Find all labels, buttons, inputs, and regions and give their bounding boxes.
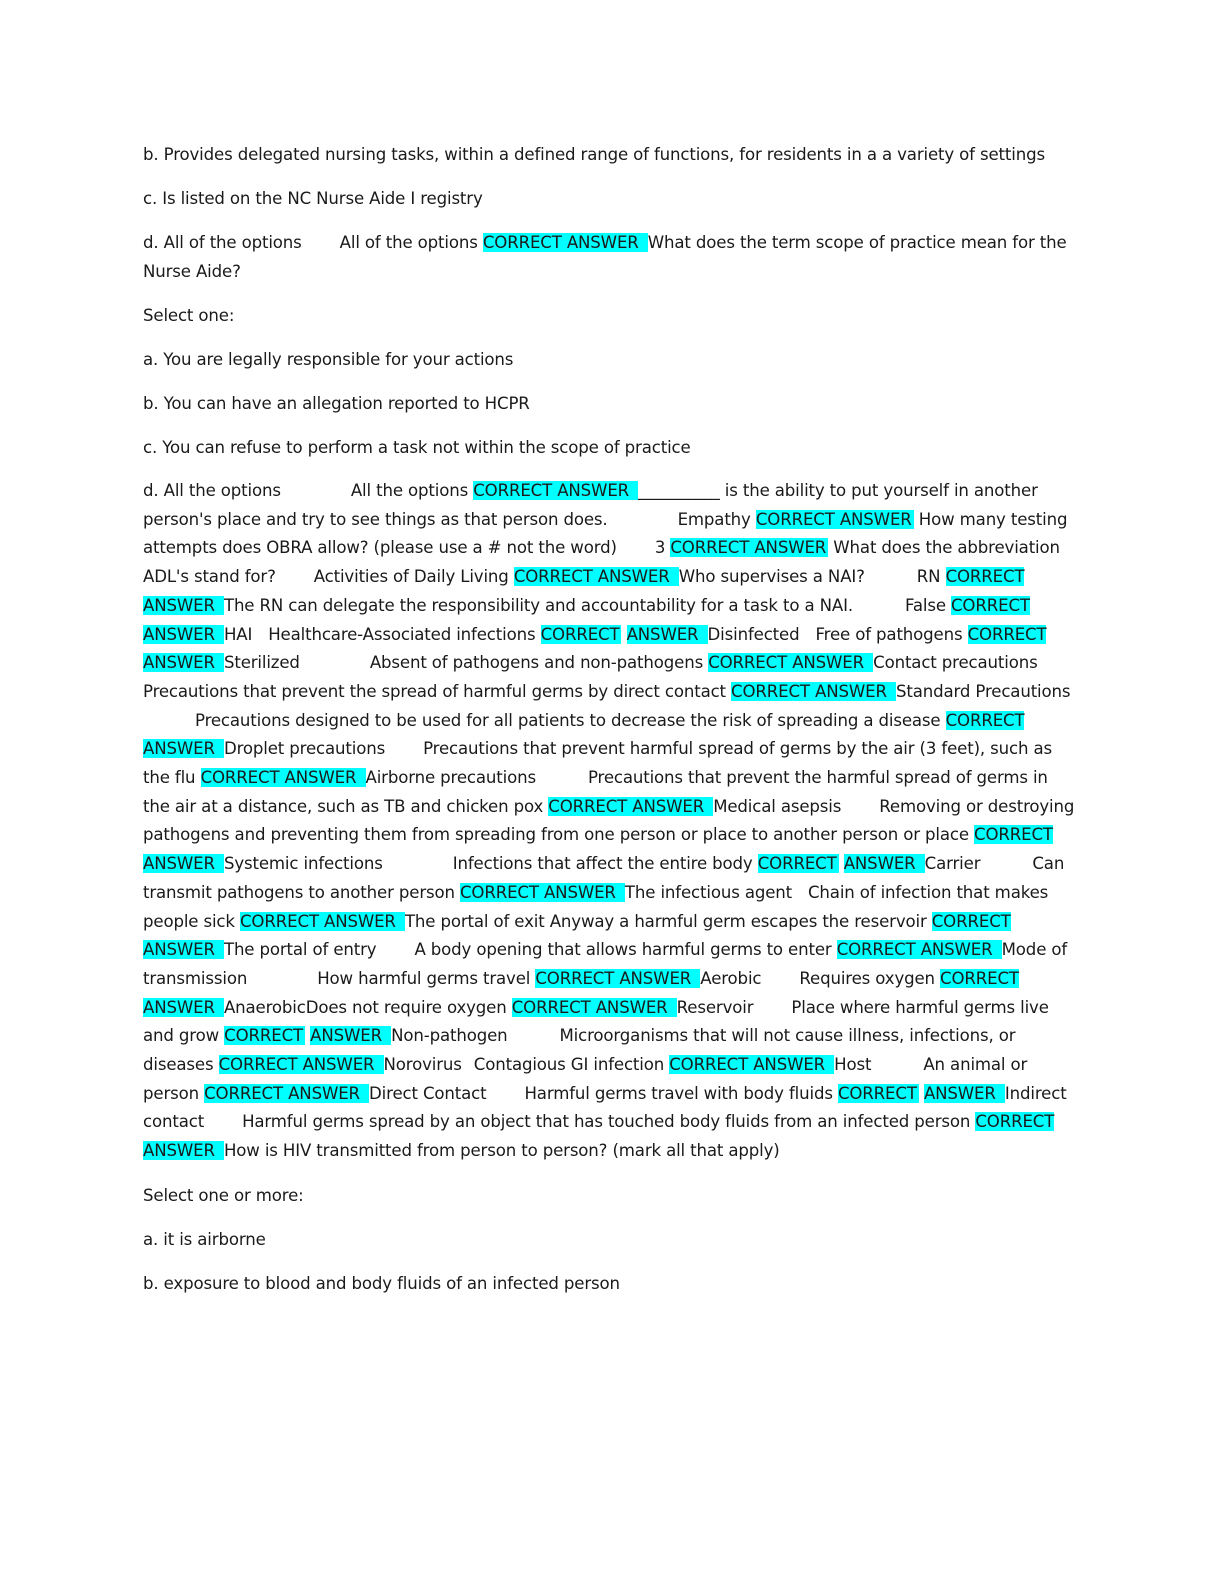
text-span: All of the options: [339, 233, 478, 252]
text-span: The portal of exit: [404, 911, 545, 931]
correct-answer-marker: CORRECT ANSWER: [240, 911, 396, 931]
correct-answer-marker: CORRECT ANSWER: [535, 968, 692, 988]
correct-answer-marker: CORRECT ANSWER: [143, 710, 1025, 759]
highlight-padding: [889, 682, 896, 701]
text-span: Healthcare-Associated infections: [268, 624, 536, 644]
correct-answer-marker: CORRECT ANSWER: [708, 653, 865, 673]
correct-answer-marker: CORRECT ANSWER: [143, 911, 1011, 960]
correct-answer-marker: ANSWER: [923, 1083, 996, 1103]
text-span: Carrier: [924, 854, 981, 874]
text-span: An animal or person: [143, 1055, 1028, 1103]
option-b-exposure: b. exposure to blood and body fluids of an infected person: [143, 1273, 620, 1293]
text-span: How harmful germs travel: [317, 968, 531, 988]
highlight-padding: [998, 1084, 1005, 1103]
text-span: is the ability to put yourself in another person's place and try to see things as that person does.: [143, 481, 1038, 529]
highlight-padding: [672, 567, 679, 586]
option-a-legally: a. You are legally responsible for your actions: [143, 350, 514, 369]
text-span: Microorganisms that will not cause illness, infections, or diseases: [143, 1026, 1016, 1075]
highlight-padding: [670, 998, 677, 1017]
text-span: How many testing attempts does OBRA allow? (please use a # not the word): [143, 509, 1068, 558]
correct-answer-marker: CORRECT ANSWER: [511, 997, 668, 1017]
highlight-padding: [217, 739, 224, 758]
correct-answer-marker: CORRECT ANSWER: [143, 1112, 1055, 1161]
text-span: RN: [916, 567, 941, 587]
text-span: Disinfected: [707, 624, 800, 644]
text-span: d. All the options: [143, 481, 281, 500]
correct-answer-marker: ANSWER: [843, 854, 916, 874]
correct-answer-marker: CORRECT ANSWER: [670, 538, 827, 558]
correct-answer-marker: CORRECT ANSWER: [482, 233, 639, 252]
correct-answer-marker: CORRECT ANSWER: [669, 1055, 826, 1075]
text-span: Anyway a harmful germ escapes the reservoir: [549, 911, 927, 931]
correct-answer-marker: CORRECT: [837, 1083, 917, 1103]
highlight-padding: [376, 1055, 383, 1074]
correct-answer-marker: CORRECT ANSWER: [755, 509, 912, 529]
select-one-label: Select one:: [143, 306, 235, 325]
text-span: Can transmit pathogens to another person: [143, 854, 1065, 902]
text-span: The RN can delegate the responsibility and accountability for a task to a NAI.: [223, 595, 853, 615]
highlight-padding: [358, 768, 365, 787]
text-span: Chain of infection that makes people sick: [143, 882, 1049, 931]
correct-answer-marker: CORRECT: [224, 1026, 304, 1046]
text-span: Who supervises a NAI?: [678, 567, 865, 587]
text-span: Precautions designed to be used for all patients to decrease the risk of spreading a disease: [195, 710, 941, 730]
highlight-padding: [641, 233, 648, 252]
correct-answer-marker: CORRECT ANSWER: [218, 1055, 375, 1075]
text-span: d. All of the options: [143, 233, 302, 252]
text-span: Norovirus: [383, 1055, 462, 1075]
text-span: The portal of entry: [223, 940, 377, 960]
highlight-padding: [217, 854, 224, 873]
text-span: All the options: [350, 481, 469, 500]
text-span: Free of pathogens: [815, 624, 963, 644]
text-span: Aerobic: [700, 968, 762, 988]
correct-answer-marker: CORRECT ANSWER: [548, 796, 705, 816]
text-span: Sterilized: [223, 653, 300, 673]
option-c-registry: c. Is listed on the NC Nurse Aide I registry: [143, 189, 483, 208]
text-span: 3: [654, 538, 666, 558]
highlight-padding: [362, 1084, 369, 1103]
text-span: A body opening that allows harmful germs to enter: [414, 940, 832, 960]
option-a-airborne: a. it is airborne: [143, 1229, 266, 1249]
correct-answer-marker: CORRECT ANSWER: [513, 567, 670, 587]
correct-answer-marker: CORRECT ANSWER: [473, 481, 630, 500]
correct-answer-marker: CORRECT ANSWER: [143, 968, 1019, 1017]
correct-answer-marker: CORRECT ANSWER: [143, 624, 1047, 673]
correct-answer-marker: CORRECT ANSWER: [143, 595, 1030, 644]
text-span: Direct Contact: [369, 1083, 487, 1103]
highlight-padding: [217, 625, 224, 644]
text-span: __________: [638, 481, 720, 500]
highlight-padding: [398, 912, 405, 931]
correct-answer-marker: CORRECT ANSWER: [459, 882, 616, 902]
correct-answer-marker: CORRECT ANSWER: [204, 1083, 360, 1103]
text-span: False: [904, 595, 946, 615]
text-span: Contact precautions: [873, 653, 1038, 673]
text-span: Harmful germs travel with body fluids: [524, 1083, 833, 1103]
correct-answer-marker: ANSWER: [626, 624, 699, 644]
text-span: Droplet precautions: [223, 739, 386, 759]
text-span: Harmful germs spread by an object that has touched body fluids from an infected person: [242, 1112, 971, 1132]
text-span: Precautions that prevent harmful spread of germs by the air (3 feet), such as the flu: [143, 739, 1052, 788]
text-span: Activities of Daily Living: [313, 567, 509, 587]
text-span: Host: [834, 1055, 872, 1075]
document-page: [143, 140, 1078, 1313]
option-b-provides: b. Provides delegated nursing tasks, within a defined range of functions, for residents in a a variety of settings: [143, 145, 1045, 164]
select-one-or-more-label: Select one or more:: [143, 1185, 304, 1205]
text-span: The infectious agent: [624, 882, 792, 902]
text-span: Airborne precautions: [365, 768, 536, 788]
text-span: AnaerobicDoes not require oxygen: [223, 997, 507, 1017]
text-span: Non-pathogen: [391, 1026, 508, 1046]
text-span: Contagious GI infection: [473, 1055, 665, 1075]
text-span: Absent of pathogens and non-pathogens: [369, 653, 704, 673]
option-d-all-options: [143, 228, 1078, 286]
correct-answer-marker: CORRECT ANSWER: [143, 825, 1053, 874]
highlight-padding: [995, 940, 1002, 959]
correct-answer-marker: ANSWER: [310, 1026, 382, 1046]
text-span: HAI: [223, 624, 253, 644]
correct-answer-marker: CORRECT: [757, 854, 837, 874]
highlight-padding: [700, 625, 707, 644]
highlight-padding: [217, 596, 224, 615]
text-span: Place where harmful germs live and grow: [143, 997, 1049, 1046]
text-span: What does the term scope of practice mean for the Nurse Aide?: [143, 233, 1067, 281]
text-span: What does the abbreviation ADL's stand for?: [143, 538, 1060, 587]
text-span: Empathy: [677, 509, 751, 529]
highlight-padding: [217, 1141, 224, 1160]
text-span: How is HIV transmitted from person to person? (mark all that apply): [223, 1141, 780, 1161]
text-span: Precautions that prevent the spread of harmful germs by direct contact: [143, 681, 726, 701]
text-span: Medical asepsis: [713, 796, 842, 816]
text-span: Precautions that prevent the harmful spread of germs in the air at a distance, such as TB and chicken pox: [143, 768, 1048, 816]
text-span: Removing or destroying pathogens and preventing them from spreading from one person or place to another person or place: [143, 796, 1075, 845]
correct-answer-marker: CORRECT: [540, 624, 620, 644]
correct-answer-marker: CORRECT ANSWER: [200, 768, 357, 788]
text-span: Requires oxygen: [799, 968, 935, 988]
text-span: Indirect contact: [143, 1083, 1067, 1132]
option-c-refuse: c. You can refuse to perform a task not within the scope of practice: [143, 438, 691, 457]
text-span: Systemic infections: [223, 854, 383, 874]
highlight-padding: [217, 998, 224, 1017]
highlight-padding: [918, 854, 925, 873]
highlight-padding: [217, 940, 224, 959]
text-span: Reservoir: [676, 997, 754, 1017]
answer-key-block: [143, 477, 1078, 1166]
correct-answer-marker: CORRECT ANSWER: [143, 567, 1025, 615]
highlight-padding: [618, 883, 625, 902]
highlight-padding: [217, 653, 224, 672]
text-span: Standard Precautions: [895, 681, 1071, 701]
correct-answer-marker: CORRECT ANSWER: [731, 681, 887, 701]
correct-answer-marker: CORRECT ANSWER: [836, 940, 993, 960]
option-b-allegation: b. You can have an allegation reported to HCPR: [143, 394, 530, 413]
text-span: Infections that affect the entire body: [452, 854, 753, 874]
text-span: Mode of transmission: [143, 940, 1068, 988]
